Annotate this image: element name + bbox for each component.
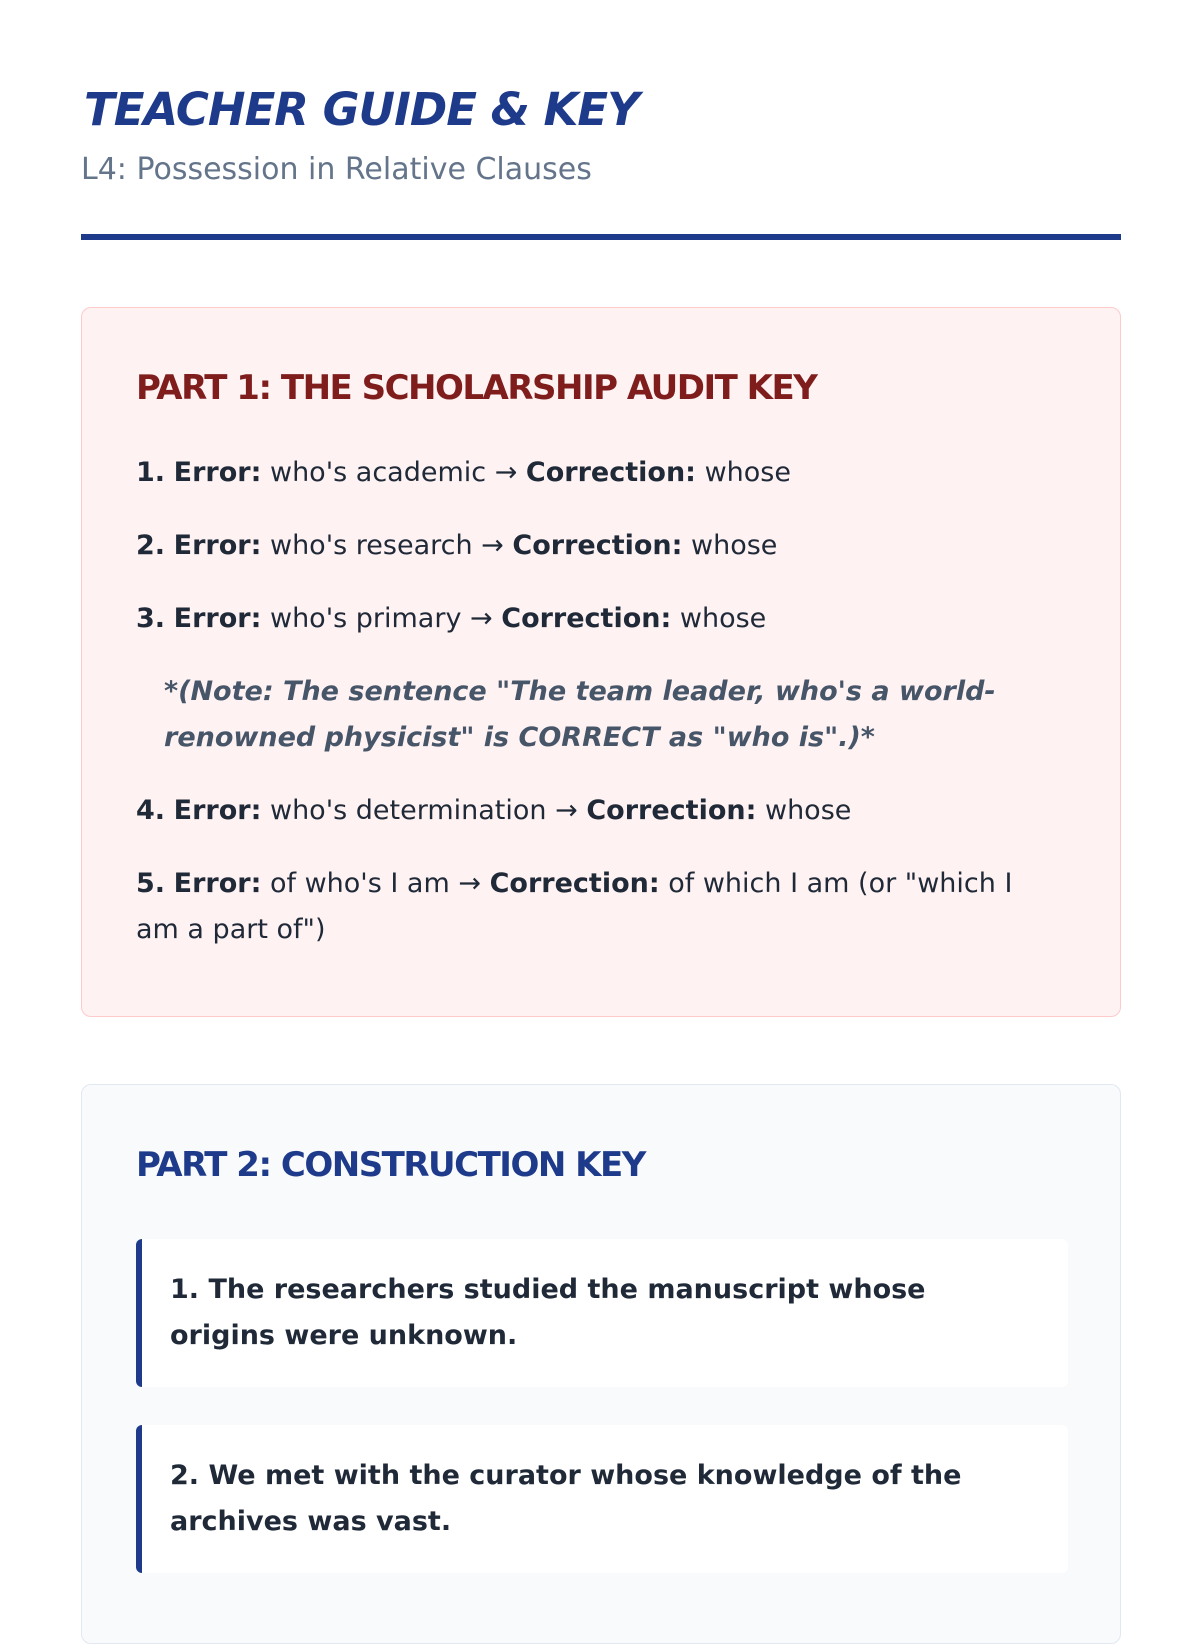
audit-item-4 <box>136 788 1036 834</box>
audit-key-list <box>136 450 1036 980</box>
correction-text: whose <box>704 457 791 488</box>
title-divider <box>81 234 1121 240</box>
item-number: 5. <box>136 868 166 899</box>
error-text: who's determination <box>269 795 547 826</box>
audit-item-1 <box>136 450 1036 496</box>
arrow-icon: → <box>555 795 578 826</box>
item-number: 2. <box>136 530 166 561</box>
arrow-icon: → <box>458 868 481 899</box>
arrow-icon: → <box>470 603 493 634</box>
part1-heading: PART 1: THE SCHOLARSHIP AUDIT KEY <box>136 368 817 408</box>
correction-label: Correction: <box>501 603 672 634</box>
item-number: 4. <box>136 795 166 826</box>
error-label: Error: <box>173 868 262 899</box>
error-label: Error: <box>173 603 262 634</box>
correction-text: of which I am (or "which I am a part of") <box>136 868 1013 945</box>
correction-label: Correction: <box>525 457 696 488</box>
item-number: 3. <box>136 603 166 634</box>
arrow-icon: → <box>494 457 518 488</box>
correction-text: whose <box>691 530 778 561</box>
correction-label: Correction: <box>586 795 757 826</box>
correction-label: Correction: <box>512 530 683 561</box>
construction-key-card <box>81 1084 1121 1644</box>
audit-item-3 <box>136 596 1036 642</box>
error-text: who's academic <box>269 457 487 488</box>
audit-item-2 <box>136 523 1036 569</box>
correction-text: whose <box>679 603 767 634</box>
construction-item-2: 2. We met with the curator whose knowledge of the archives was vast. <box>136 1425 1068 1573</box>
error-text: of who's I am <box>269 868 450 899</box>
error-label: Error: <box>173 457 262 488</box>
correction-text: whose <box>764 795 852 826</box>
scholarship-audit-key-card <box>81 307 1121 1017</box>
error-label: Error: <box>173 795 262 826</box>
item-number: 1. <box>136 457 166 488</box>
part2-heading: PART 2: CONSTRUCTION KEY <box>136 1145 645 1185</box>
error-label: Error: <box>173 530 262 561</box>
audit-note: *(Note: The sentence "The team leader, who's a world-renowned physicist" is CORRECT as "who is".)* <box>164 676 996 753</box>
page-title: TEACHER GUIDE & KEY <box>84 83 639 136</box>
audit-item-5 <box>136 861 1036 953</box>
construction-key-list <box>136 1239 1068 1611</box>
page-subtitle: L4: Possession in Relative Clauses <box>81 152 592 187</box>
correction-label: Correction: <box>489 868 660 899</box>
error-text: who's research <box>269 530 473 561</box>
arrow-icon: → <box>481 530 504 561</box>
error-text: who's primary <box>269 603 462 634</box>
construction-item-1: 1. The researchers studied the manuscript whose origins were unknown. <box>136 1239 1068 1387</box>
